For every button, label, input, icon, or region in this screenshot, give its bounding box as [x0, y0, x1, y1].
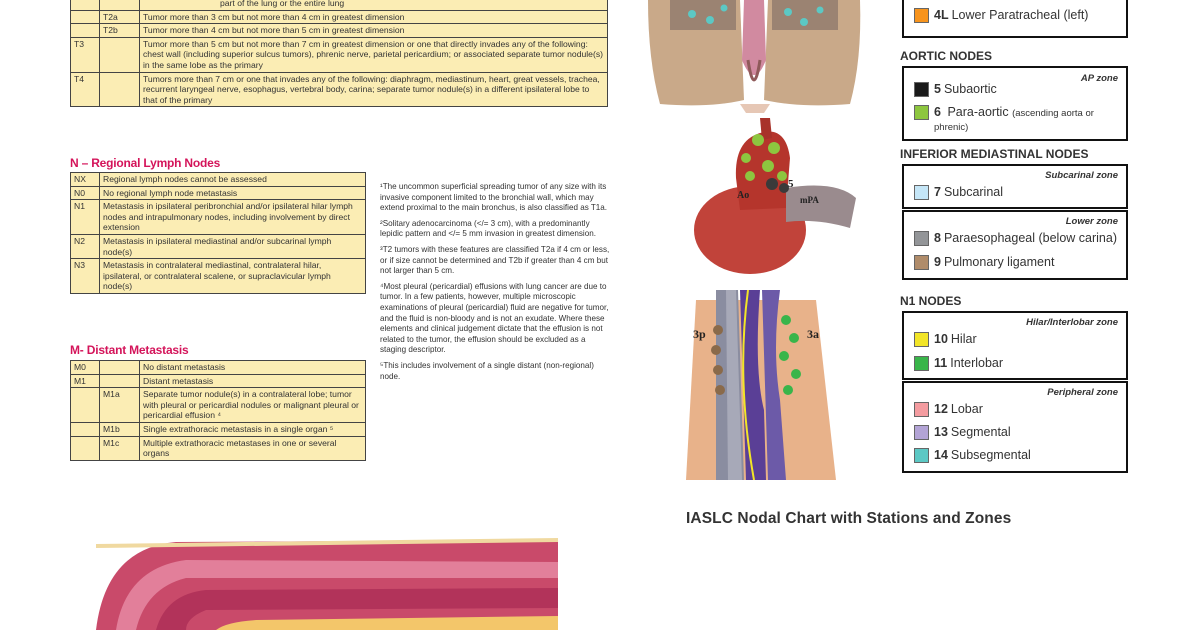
color-swatch [914, 231, 929, 246]
station-label: Paraesophageal (below carina) [943, 231, 1117, 245]
row-description: Tumor more than 4 cm but not more than 5 cm in greatest dimension [140, 24, 608, 38]
table-row [71, 186, 366, 200]
table-row [71, 72, 608, 107]
footnotes [380, 182, 610, 387]
table-row [71, 0, 608, 10]
station-number: 5 [934, 82, 941, 96]
zone-label: AP zone [1080, 73, 1118, 84]
row-description: part of the lung or the entire lung [140, 0, 608, 10]
nodal-chart-caption: IASLC Nodal Chart with Stations and Zones [686, 510, 1012, 527]
footnote-1: ¹The uncommon superficial spreading tumor of any size with its invasive component limited to the bronchial wall, which may extend proximal to the main bronchus, is also classified as T1a. [380, 182, 608, 213]
med-label-3a: 3a [807, 327, 819, 341]
row-code: T3 [71, 37, 100, 72]
n-section-title: N – Regional Lymph Nodes [70, 156, 221, 170]
row-code: M0 [71, 361, 100, 375]
legend-item-8 [914, 231, 1117, 246]
station-number: 4L [934, 8, 949, 22]
group-title-aortic: AORTIC NODES [900, 49, 993, 63]
row-description: Distant metastasis [140, 374, 366, 388]
row-subcode [100, 361, 140, 375]
color-swatch [914, 356, 929, 371]
n-staging-table [70, 172, 366, 294]
table-row [71, 388, 366, 423]
zone-label: Peripheral zone [1047, 387, 1118, 398]
footnote-3: ³T2 tumors with these features are classified T2a if 4 cm or less, or if size cannot be determined and T2b if greater than 4 cm but not larger than 5 cm. [380, 244, 610, 276]
row-subcode [100, 37, 140, 72]
zone-label: Hilar/Interlobar zone [1026, 317, 1118, 328]
station-label: Lobar [950, 402, 983, 416]
footnote-2: ²Solitary adenocarcinoma (</= 3 cm), with a predominantly lepidic pattern and </= 5 mm invasion in greatest dimension. [380, 218, 596, 239]
row-code [71, 10, 100, 24]
footnote-5: ⁵This includes involvement of a single distant (non-regional) node. [380, 360, 594, 381]
row-subcode [100, 374, 140, 388]
row-description: Regional lymph nodes cannot be assessed [100, 173, 366, 187]
mediastinum-illustration [676, 290, 862, 480]
table-row [71, 173, 366, 187]
legend-item-7 [914, 185, 1003, 200]
row-code [71, 388, 100, 423]
row-code: M1 [71, 374, 100, 388]
row-description: Tumor more than 5 cm but not more than 7 cm in greatest dimension or one that directly invades any of the following: chest wall (including superior sulcus tumors), phrenic nerve, parietal pericardium; or associated separate tumor nodule(s) in the same lobe as the primary [140, 37, 608, 72]
table-row [71, 200, 366, 235]
med-label-3p: 3p [693, 327, 706, 341]
legend-item-13 [914, 425, 1011, 440]
row-description: Single extrathoracic metastasis in a single organ ⁵ [140, 422, 366, 436]
row-description: Tumors more than 7 cm or one that invades any of the following: diaphragm, mediastinum, heart, great vessels, trachea, recurrent laryngeal nerve, esophagus, vertebral body, carina; separate tumor nodule(s) in a different ipsilateral lobe to that of the primary [140, 72, 608, 107]
table-row [71, 374, 366, 388]
t-staging-table [70, 0, 608, 107]
table-row [71, 361, 366, 375]
color-swatch [914, 425, 929, 440]
row-code [71, 436, 100, 460]
table-row [71, 234, 366, 258]
row-code [71, 0, 100, 10]
row-description: Separate tumor nodule(s) in a contralateral lobe; tumor with pleural or pericardial nodules or malignant pleural or pericardial effusion ⁴ [140, 388, 366, 423]
station-label: Subaortic [943, 82, 997, 96]
color-swatch [914, 332, 929, 347]
legend-item-14 [914, 448, 1031, 463]
row-description: No distant metastasis [140, 361, 366, 375]
station-label: Pulmonary ligament [943, 255, 1055, 269]
table-row [71, 259, 366, 294]
legend-box-lower [902, 210, 1128, 280]
station-number: 10 [934, 332, 948, 346]
legend-box-aortic [902, 66, 1128, 141]
table-row [71, 436, 366, 460]
heart-label-5: 5 [788, 178, 794, 190]
row-subcode: T2a [100, 10, 140, 24]
legend-item-5 [914, 82, 997, 97]
station-label: Segmental [950, 425, 1011, 439]
station-label: Hilar [950, 332, 977, 346]
heart-illustration [686, 118, 868, 276]
station-number: 13 [934, 425, 948, 439]
station-note: (ascending aorta or phrenic) [934, 108, 1094, 133]
row-subcode [100, 72, 140, 107]
station-number: 12 [934, 402, 948, 416]
row-subcode: M1c [100, 436, 140, 460]
tissue-section-illustration [96, 538, 558, 630]
row-code: NX [71, 173, 100, 187]
table-row [71, 37, 608, 72]
color-swatch [914, 402, 929, 417]
row-subcode: T2b [100, 24, 140, 38]
row-description: Multiple extrathoracic metastases in one or several organs [140, 436, 366, 460]
station-label: Interlobar [950, 356, 1004, 370]
station-number: 11 [934, 356, 948, 370]
color-swatch [914, 8, 929, 23]
legend-box-upper [902, 0, 1128, 38]
station-label: Para-aortic [947, 105, 1009, 119]
station-number: 9 [934, 255, 941, 269]
station-number: 8 [934, 231, 941, 245]
station-number: 7 [934, 185, 941, 199]
row-code: N2 [71, 234, 100, 258]
table-row [71, 24, 608, 38]
station-number: 14 [934, 448, 948, 462]
row-code: N0 [71, 186, 100, 200]
station-label: Subcarinal [943, 185, 1004, 199]
m-staging-table [70, 360, 366, 461]
station-label: Lower Paratracheal (left) [951, 8, 1089, 22]
row-code: N3 [71, 259, 100, 294]
color-swatch [914, 105, 929, 120]
color-swatch [914, 448, 929, 463]
legend-box-peripheral [902, 381, 1128, 473]
row-description: Metastasis in ipsilateral mediastinal and/or subcarinal lymph node(s) [100, 234, 366, 258]
legend-box-subcarinal [902, 164, 1128, 209]
row-description: Tumor more than 3 cm but not more than 4 cm in greatest dimension [140, 10, 608, 24]
row-subcode: M1a [100, 388, 140, 423]
footnote-4: ⁴Most pleural (pericardial) effusions with lung cancer are due to tumor. In a few patients, however, multiple microscopic examinations of pleural (pericardial) fluid are negative for tumor, and the fluid is non-bloody and is not an exudate. Where these elements and clinical judgement dictate that the effusion is not related to the tumor, the effusion should be excluded as a staging descriptor. [380, 281, 609, 355]
legend-item-12 [914, 402, 983, 417]
station-number: 6 [934, 105, 941, 119]
m-section-title: M- Distant Metastasis [70, 343, 189, 357]
row-code: T4 [71, 72, 100, 107]
row-description: Metastasis in contralateral mediastinal, contralateral hilar, ipsilateral, or contralateral scalene, or supraclavicular lymph node(s) [100, 259, 366, 294]
row-description: No regional lymph node metastasis [100, 186, 366, 200]
color-swatch [914, 255, 929, 270]
row-description: Metastasis in ipsilateral peribronchial and/or ipsilateral hilar lymph nodes and intrapulmonary nodes, including involvement by direct extension [100, 200, 366, 235]
zone-label: Subcarinal zone [1045, 170, 1118, 181]
heart-label-ao: Ao [737, 190, 750, 201]
legend-item-11 [914, 356, 1003, 371]
table-row [71, 10, 608, 24]
station-label: Subsegmental [950, 448, 1031, 462]
legend-item-6 [914, 105, 1124, 133]
row-subcode [100, 0, 140, 10]
row-code [71, 24, 100, 38]
row-code: N1 [71, 200, 100, 235]
color-swatch [914, 82, 929, 97]
table-row [71, 422, 366, 436]
color-swatch [914, 185, 929, 200]
group-title-n1: N1 NODES [900, 294, 962, 308]
legend-item-4l [914, 8, 1088, 23]
legend-box-hilar [902, 311, 1128, 380]
legend-item-9 [914, 255, 1054, 270]
row-code [71, 422, 100, 436]
legend-item-10 [914, 332, 977, 347]
zone-label: Lower zone [1065, 216, 1118, 227]
heart-label-mpa: mPA [800, 195, 819, 205]
lung-illustration [640, 0, 868, 113]
group-title-inferior-mediastinal: INFERIOR MEDIASTINAL NODES [900, 147, 1089, 161]
row-subcode: M1b [100, 422, 140, 436]
